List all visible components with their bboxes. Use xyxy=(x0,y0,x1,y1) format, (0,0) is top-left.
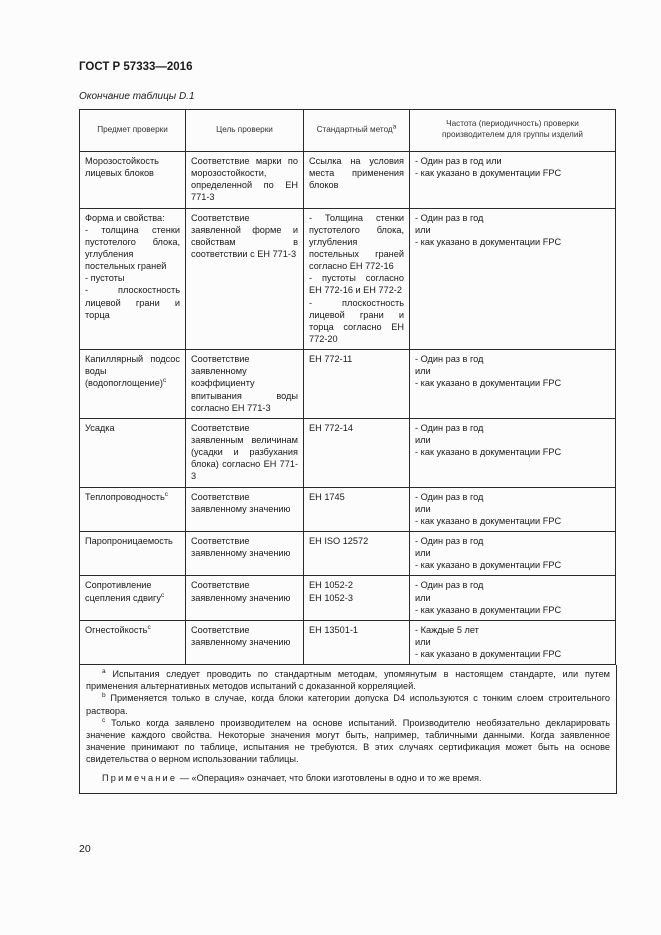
cell-subject: Форма и свойства: - толщина стенки пустотелого блока, углубления постельных граней - пустоты - плоскостность лицевой грани и торца xyxy=(80,208,186,350)
cell-purpose: Соответствие заявленным величинам (усадки и разбухания блока) согласно ЕН 771-3 xyxy=(186,418,304,487)
inspection-table xyxy=(79,109,616,665)
cell-method: ЕН 13501-1 xyxy=(304,620,410,664)
cell-subject: Капиллярный подсос воды (водопоглощение)$^c$ xyxy=(80,350,186,419)
cell-subject: Огнестойкость$^c$ xyxy=(80,620,186,664)
cell-purpose: Соответствие заявленному коэффициенту впитывания воды согласно ЕН 771-3 xyxy=(186,350,304,419)
cell-method: ЕН 1052-2 ЕН 1052-3 xyxy=(304,576,410,620)
footnote-ref-c: c xyxy=(160,591,165,599)
cell-method: ЕН 772-11 xyxy=(304,350,410,419)
remark-label: Примечание xyxy=(102,773,178,784)
footnote-mark: a xyxy=(102,668,106,676)
table-row xyxy=(80,418,616,487)
footnote-a: $^a$ Испытания следует проводить по стандартным методам, упомянутым в настоящем стандарте, или путем применения альтернативных методов испытаний с доказанной корреляцией. xyxy=(86,668,611,692)
footnote-mark: c xyxy=(102,716,106,724)
cell-method: ЕН 772-14 xyxy=(304,418,410,487)
cell-frequency: - Один раз в год или - как указано в документации FPC xyxy=(410,208,616,350)
column-header-subject: Предмет проверки xyxy=(80,110,186,152)
footnote-ref-a: a xyxy=(392,122,397,130)
table-footnotes xyxy=(79,665,617,794)
cell-frequency: - Один раз в год или - как указано в документации FPC xyxy=(410,418,616,487)
table-row xyxy=(80,531,616,575)
cell-frequency: - Один раз в год или - как указано в документации FPC xyxy=(410,487,616,531)
cell-purpose: Соответствие марки по морозостойкости, определенной по ЕН 771-3 xyxy=(186,152,304,209)
cell-frequency: - Один раз в год или - как указано в документации FPC xyxy=(410,576,616,620)
table-row xyxy=(80,620,616,664)
cell-subject: Паропроницаемость xyxy=(80,531,186,575)
cell-purpose: Соответствие заявленному значению xyxy=(186,620,304,664)
inspection-table-container xyxy=(79,109,615,794)
cell-method: ЕН 1745 xyxy=(304,487,410,531)
table-caption: Окончание таблицы D.1 xyxy=(79,91,195,102)
cell-subject: Усадка xyxy=(80,418,186,487)
page-number: 20 xyxy=(79,843,91,855)
document-header: ГОСТ Р 57333—2016 xyxy=(79,61,193,73)
cell-frequency: - Один раз в год или - как указано в документации FPC xyxy=(410,152,616,209)
footnote-ref-c: c xyxy=(147,623,151,631)
table-row xyxy=(80,208,616,350)
footnote-mark: b xyxy=(102,692,106,700)
footnote-ref-c: c xyxy=(164,490,169,498)
cell-method: Ссылка на условия места применения блоков xyxy=(304,152,410,209)
table-header-row xyxy=(80,110,616,152)
cell-purpose: Соответствие заявленной форме и свойствам в соответствии с ЕН 771-3 xyxy=(186,208,304,350)
table-remark xyxy=(86,772,610,784)
cell-frequency: - Каждые 5 лет или - как указано в документации FPC xyxy=(410,620,616,664)
cell-purpose: Соответствие заявленному значению xyxy=(186,531,304,575)
cell-subject: Теплопроводность$^c$ xyxy=(80,487,186,531)
cell-method: ЕН ISO 12572 xyxy=(304,531,410,575)
remark-text: — «Операция» означает, что блоки изготовлены в одно и то же время. xyxy=(177,773,482,784)
cell-subject: Морозостойкость лицевых блоков xyxy=(80,152,186,209)
column-header-purpose: Цель проверки xyxy=(186,110,304,152)
cell-frequency: - Один раз в год или - как указано в документации FPC xyxy=(410,531,616,575)
table-row xyxy=(80,350,616,419)
cell-method: - Толщина стенки пустотелого блока, углубления постельных граней согласно ЕН 772-16 - пустоты согласно ЕН 772-16 и ЕН 772-2 - плоскостность лицевой грани и торца согласно ЕН 772-20 xyxy=(304,208,410,350)
footnote-ref-c: c xyxy=(162,377,167,385)
cell-subject: Сопротивление сцепления сдвигу$^c$ xyxy=(80,576,186,620)
cell-frequency: - Один раз в год или - как указано в документации FPC xyxy=(410,350,616,419)
table-row xyxy=(80,487,616,531)
table-row xyxy=(80,152,616,209)
cell-purpose: Соответствие заявленному значению xyxy=(186,487,304,531)
cell-purpose: Соответствие заявленному значению xyxy=(186,576,304,620)
footnote-c: $^c$ Только когда заявлено производителем на основе испытаний. Производителю необязательно декларировать значение каждого свойства. Некоторые значения могут быть, например, табличными данными. Когда заявленное значение принимают по таблице, испытания не требуются. В этих случаях сертификация может быть на основе свидетельства о верном использовании таблицы. xyxy=(86,716,610,765)
column-header-method: Стандартный метод$^a$ xyxy=(304,110,410,152)
table-row xyxy=(80,576,616,620)
footnote-b: $^b$ Применяется только в случае, когда блоки категории допуска D4 используются с тонким слоем строительного раствора. xyxy=(86,692,610,716)
column-header-frequency: Частота (периодичность) проверки производителем для группы изделий xyxy=(410,110,616,152)
